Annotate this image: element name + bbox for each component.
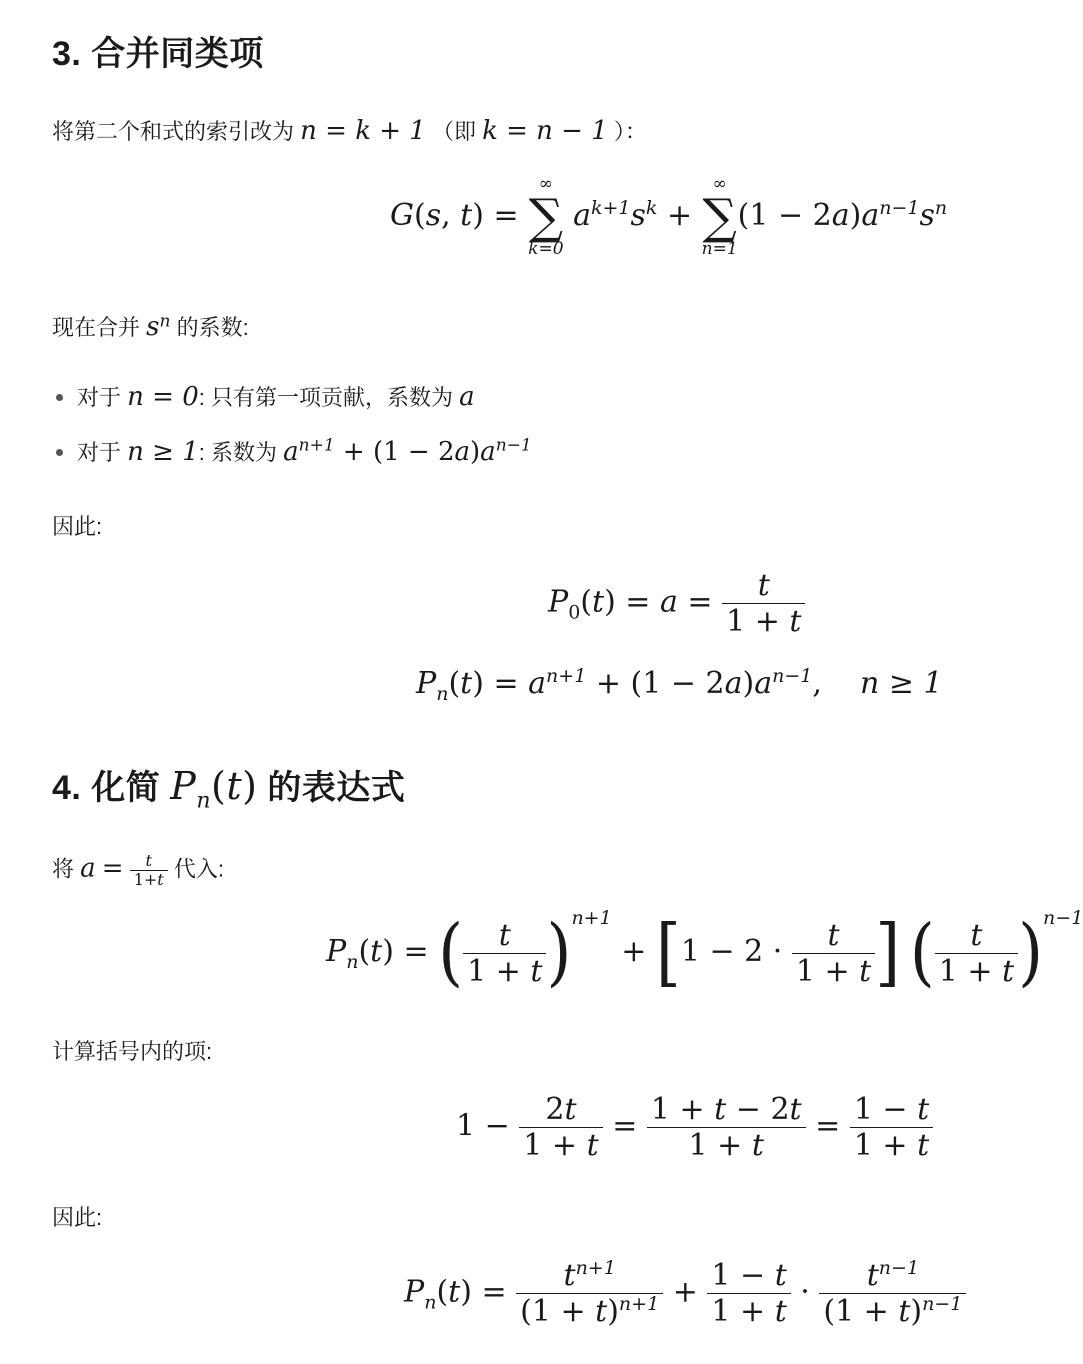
reindex-inverse-formula: k = n − 1 (482, 116, 608, 146)
reindex-formula: n = k + 1 (300, 116, 426, 146)
reindex-end: ）： (613, 119, 647, 144)
bracket-simplify-equation: 1 − $\frac{2t}{1 + t}$ = $\frac{1 + t - 2t}{1 + t}$ = $\frac{1 - t}{1 + t}$ (456, 1092, 933, 1163)
compute-label: 计算括号内的项: (52, 1039, 213, 1064)
pn-substituted-equation: $P_n(t)$ = ( $\frac{t}{1 + t}$ )$^{n+1}$ + [1 − 2 · $\frac{t}{1 + t}$ ] ( $\frac{t}{1 + t}$ )$^{n-1}$ (326, 907, 1083, 996)
section-3-heading: 3. 合并同类项 (52, 35, 264, 73)
bullet-dot (56, 394, 63, 401)
sum-n: ∞ ∑ n=1 (701, 174, 738, 259)
therefore-label-2: 因此: (52, 1205, 103, 1230)
reindex-paragraph (52, 116, 647, 147)
bullet-item-n1: 对于 n ≥ 1: 系数为 $a^{n+1} + (1 - 2a)a^{n-1}$ (56, 437, 532, 468)
combine-suffix: 的系数: (176, 315, 249, 340)
sum-k: ∞ ∑ k=0 (528, 174, 564, 259)
reindex-paren: （即 (431, 119, 476, 144)
t-over-1pt: $\frac{t}{1 + t}$ (722, 568, 805, 639)
pn-equation: $P_n(t) = a^{n+1} + (1 - 2a)a^{n-1}$, n ≥ 1 (416, 665, 943, 705)
bullet1-condition: n = 0 (127, 382, 199, 412)
bullet-dot (56, 449, 63, 456)
combine-text: 现在合并 (52, 315, 141, 340)
substitute-paragraph: 将 a = $\frac{t}{1+t}$ 代入: (52, 851, 224, 889)
reindex-text: 将第二个和式的索引改为 (52, 119, 295, 144)
bullet2-condition: n ≥ 1 (127, 437, 199, 467)
bullet-item-n0: 对于 n = 0: 只有第一项贡献，系数为 a (56, 382, 475, 413)
pn-final-equation: $P_n(t)$ = $\frac{t^{n+1}}{(1 + t)^{n+1}}$ + $\frac{1 - t}{1 + t}$ · $\frac{t^{n-1}}{(1 + t)^{n-1}}$ (404, 1258, 966, 1329)
therefore-label-1: 因此: (52, 514, 103, 539)
combine-paragraph: 现在合并 $s^n$ 的系数: (52, 311, 249, 342)
pn-condition: n ≥ 1 (860, 666, 943, 701)
section-4-heading: 4. 化简 $P_n(t)$ 的表达式 (52, 764, 406, 814)
p0-equation: $P_0(t) = a$ = $\frac{t}{1 + t}$ (548, 568, 805, 639)
generating-function-equation: G(s, t) = ∞ ∑ k=0 $a^{k+1}s^k$ + ∞ ∑ n=1 $(1 - 2a)a^{n-1}s^n$ (390, 174, 948, 259)
small-frac: $\frac{t}{1+t}$ (130, 852, 168, 889)
